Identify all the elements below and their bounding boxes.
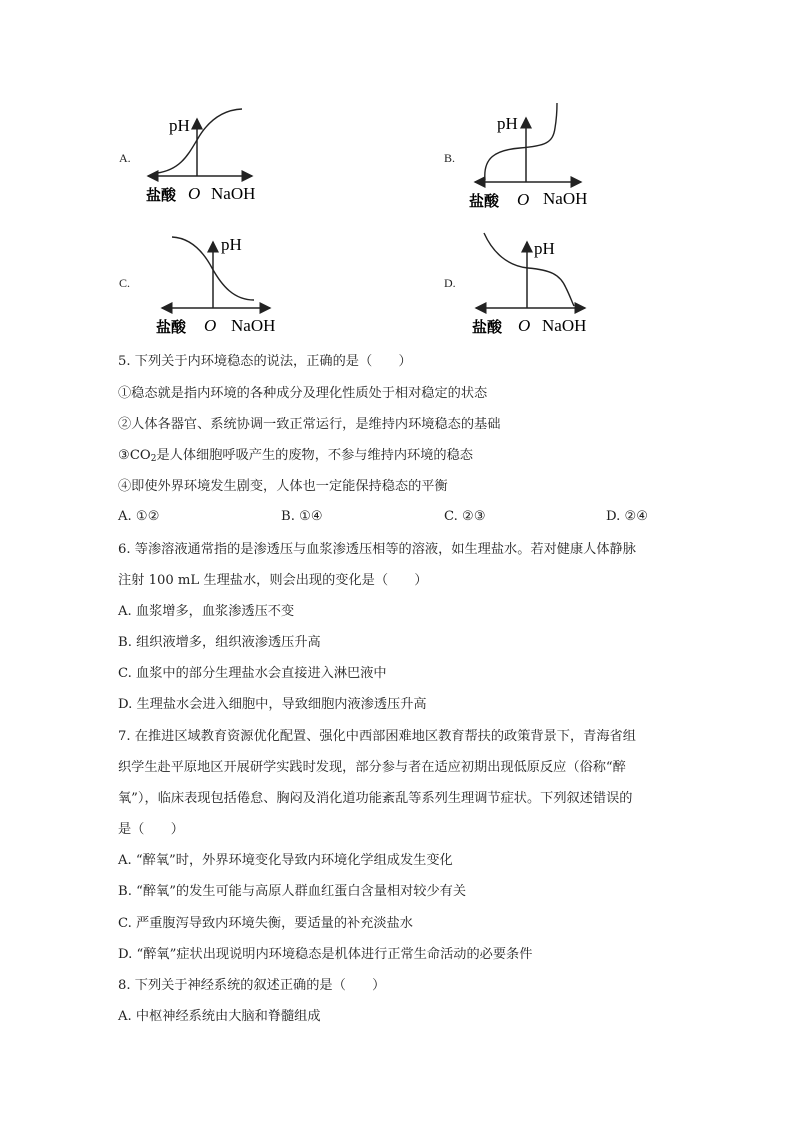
origin-label: O (518, 316, 531, 335)
ph-curve (485, 103, 557, 180)
graph-a (140, 100, 270, 210)
base-label: NaOH (211, 184, 256, 203)
q6-option-c[interactable]: C. 血浆中的部分生理盐水会直接进入淋巴液中 (118, 666, 387, 681)
q7-option-a[interactable]: A. “醉氧”时，外界环境变化导致内环境化学组成发生变化 (118, 853, 453, 868)
origin-label: O (517, 190, 530, 209)
q7-stem-line-1: 7. 在推进区域教育资源优化配置、强化中西部困难地区教育帮扶的政策背景下，青海省组 (118, 729, 636, 744)
ph-label: pH (497, 114, 518, 133)
ph-label: pH (169, 116, 190, 135)
ph-label: pH (221, 235, 242, 254)
q5-stem: 5. 下列关于内环境稳态的说法，正确的是（ ） (118, 354, 412, 369)
graph-d (468, 228, 608, 340)
q5-statement-2: ②人体各器官、系统协调一致正常运行，是维持内环境稳态的基础 (118, 417, 501, 432)
base-label: NaOH (542, 316, 587, 335)
q5-choice-b[interactable]: B. ①④ (281, 509, 323, 524)
option-d-letter: D. (444, 276, 456, 290)
q7-option-d[interactable]: D. “醉氧”症状出现说明内环境稳态是机体进行正常生命活动的必要条件 (118, 947, 533, 962)
q6-stem-line-2: 注射 100 mL 生理盐水，则会出现的变化是（ ） (118, 573, 428, 588)
option-a-letter: A. (119, 151, 131, 165)
base-label: NaOH (231, 316, 276, 335)
q7-option-c[interactable]: C. 严重腹泻导致内环境失衡，要适量的补充淡盐水 (118, 916, 413, 931)
q5-choice-c[interactable]: C. ②③ (444, 509, 486, 524)
q7-option-b[interactable]: B. “醉氧”的发生可能与高原人群血红蛋白含量相对较少有关 (118, 884, 467, 899)
acid-label: 盐酸 (472, 318, 503, 336)
q7-stem-line-3: 氧”），临床表现包括倦怠、胸闷及消化道功能紊乱等系列生理调节症状。下列叙述错误的 (118, 791, 633, 806)
q5-statement-3: $③CO_2$是人体细胞呼吸产生的废物，不参与维持内环境的稳态 (118, 448, 473, 464)
q8-option-a[interactable]: A. 中枢神经系统由大脑和脊髓组成 (118, 1009, 321, 1024)
graph-b (465, 98, 605, 213)
q8-stem: 8. 下列关于神经系统的叙述正确的是（ ） (118, 978, 386, 993)
q5-statement-1: ①稳态就是指内环境的各种成分及理化性质处于相对稳定的状态 (118, 386, 488, 401)
q6-option-a[interactable]: A. 血浆增多，血浆渗透压不变 (118, 604, 295, 619)
q5-choice-a[interactable]: A. ①② (118, 509, 160, 524)
q5-statement-4: ④即使外界环境发生剧变，人体也一定能保持稳态的平衡 (118, 479, 448, 494)
acid-label: 盐酸 (156, 318, 187, 336)
origin-label: O (188, 184, 201, 203)
acid-label: 盐酸 (146, 186, 177, 204)
q7-stem-line-2: 织学生赴平原地区开展研学实践时发现，部分参与者在适应初期出现低原反应（俗称“醉 (118, 760, 626, 775)
q6-stem-line-1: 6. 等渗溶液通常指的是渗透压与血浆渗透压相等的溶液，如生理盐水。若对健康人体静脉 (118, 542, 636, 557)
option-b-letter: B. (444, 151, 456, 165)
acid-label: 盐酸 (469, 192, 500, 210)
ph-curve (484, 233, 574, 306)
base-label: NaOH (543, 189, 588, 208)
graph-c (152, 228, 292, 340)
q6-option-b[interactable]: B. 组织液增多，组织液渗透压升高 (118, 635, 321, 650)
q7-stem-line-4: 是（ ） (118, 822, 184, 837)
q6-option-d[interactable]: D. 生理盐水会进入细胞中，导致细胞内液渗透压升高 (118, 697, 427, 712)
ph-label: pH (534, 239, 555, 258)
option-c-letter: C. (119, 276, 131, 290)
origin-label: O (204, 316, 217, 335)
q5-choice-d[interactable]: D. ②④ (606, 509, 649, 524)
